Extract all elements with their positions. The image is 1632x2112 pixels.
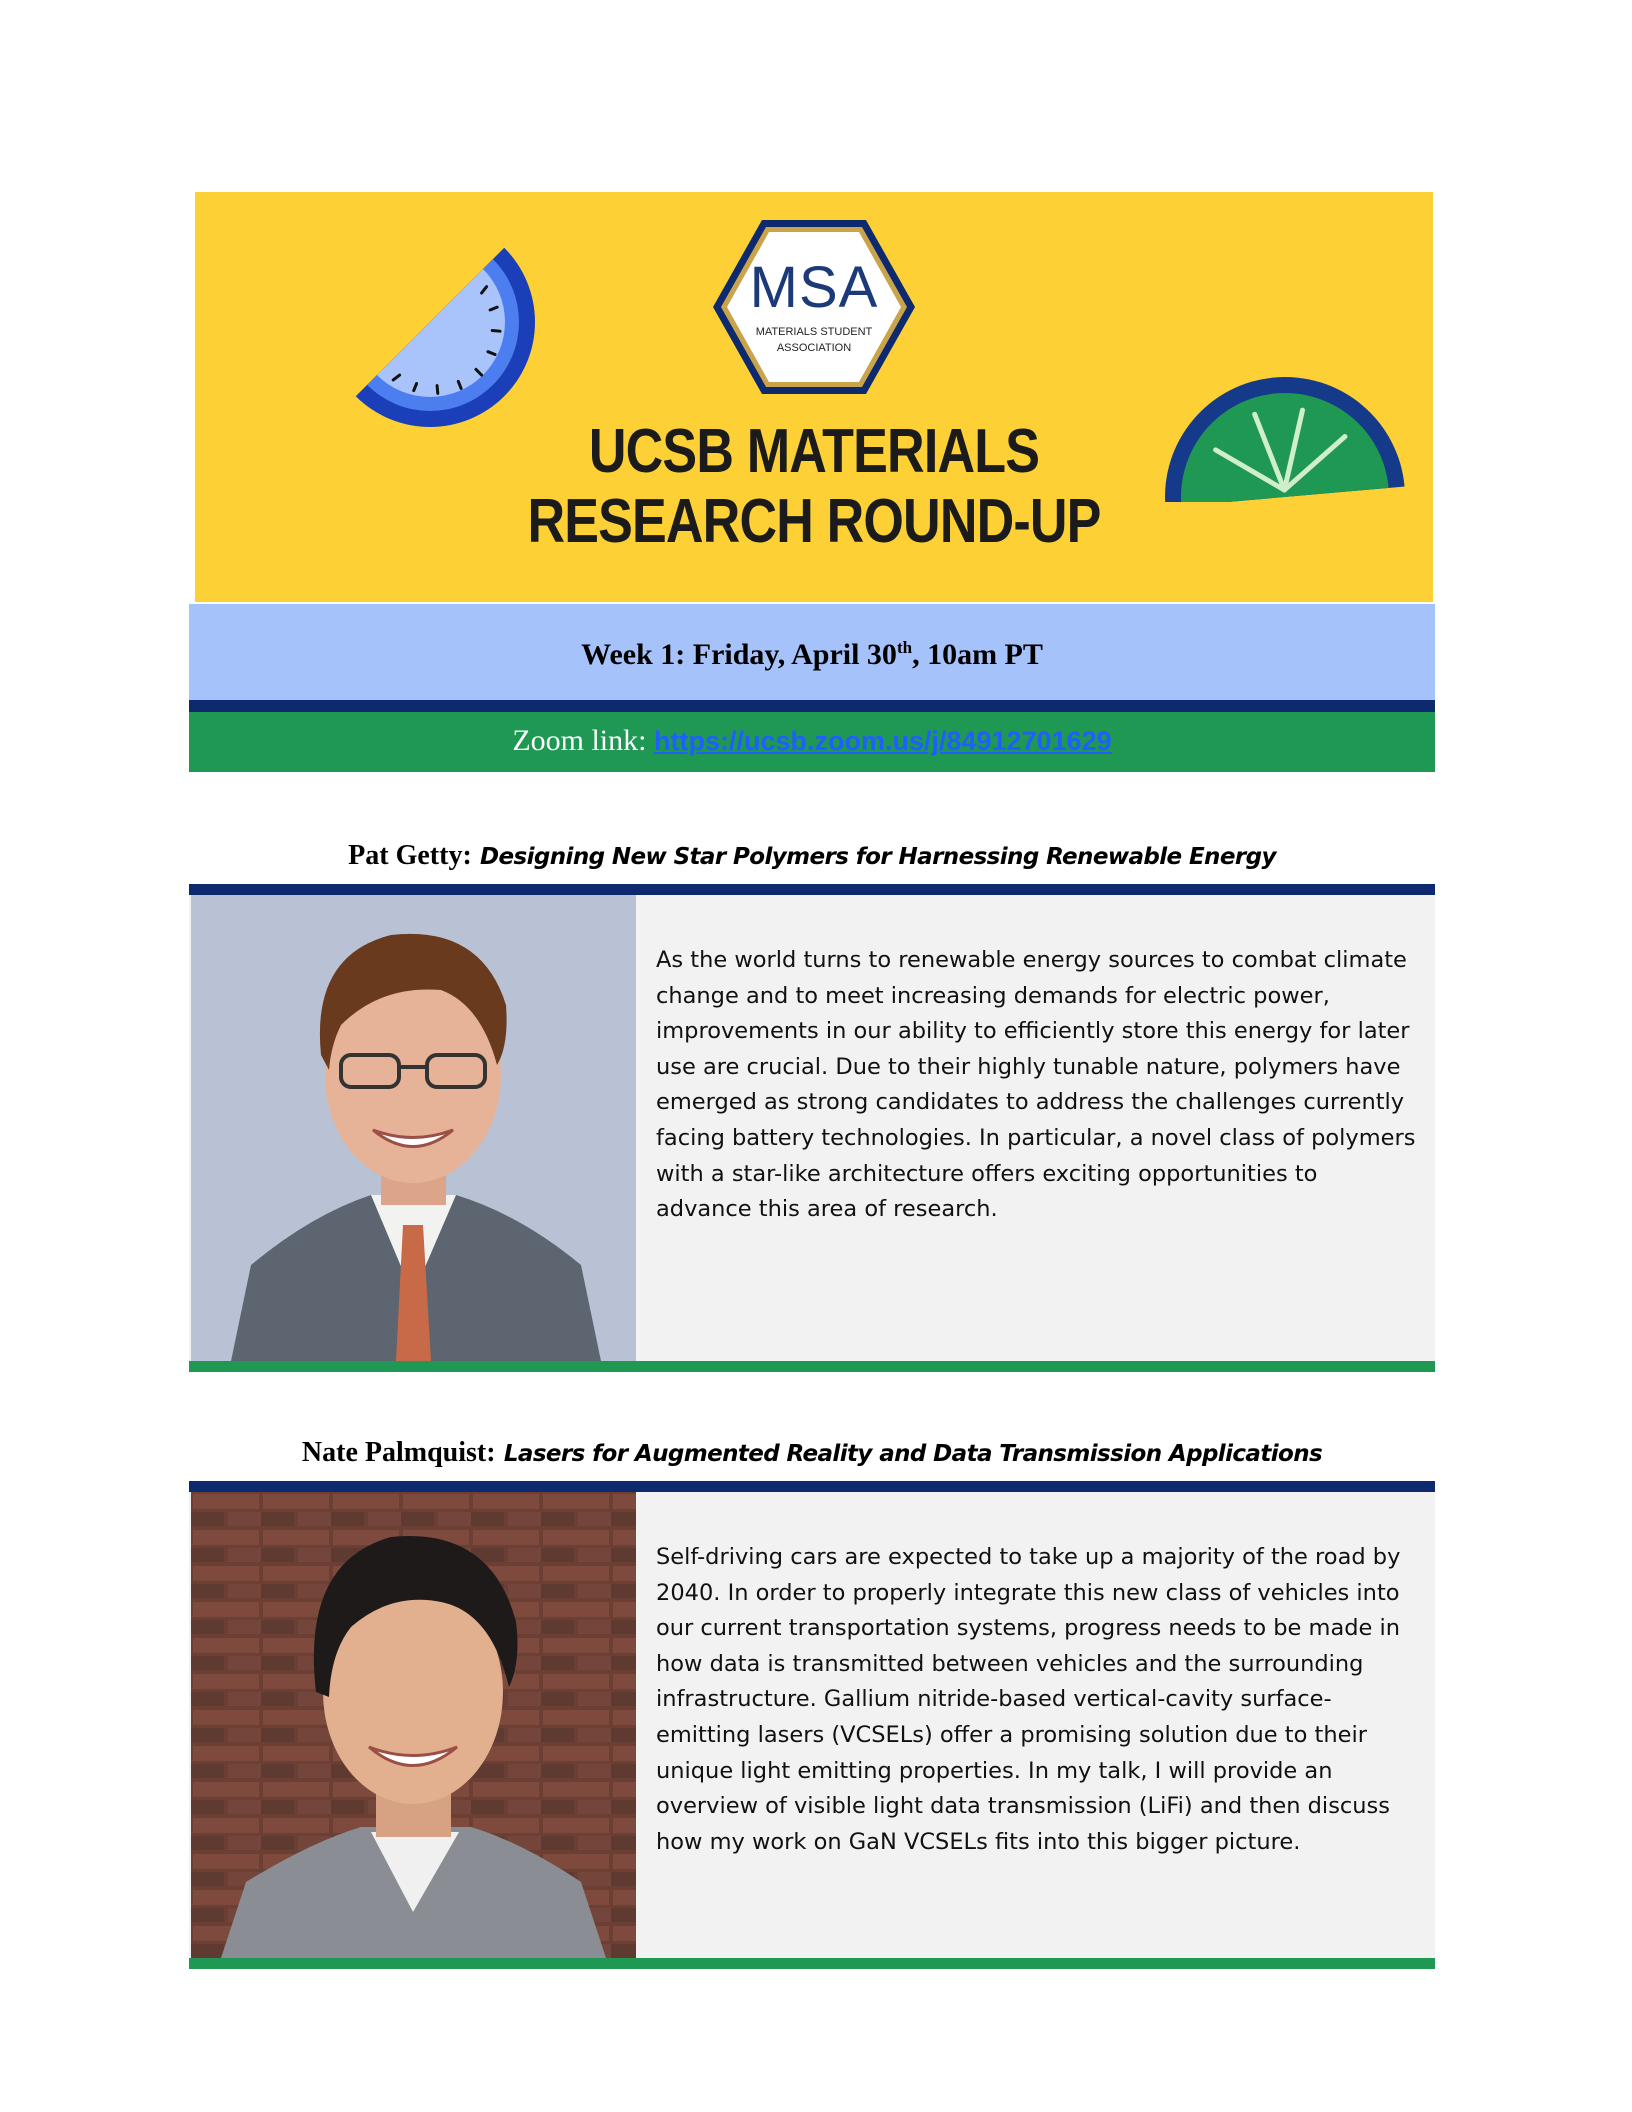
divider-navy <box>189 884 1435 895</box>
date-suffix: th <box>896 638 913 657</box>
event-banner <box>195 192 1433 602</box>
speaker-photo <box>191 1492 636 1958</box>
talk-abstract: Self-driving cars are expected to take up a majority of the road by 2040. In order to properly integrate this new class of vehicles into our current transportation systems, progress needs to be made in how data is transmitted between vehicles and the surrounding infrastructure. Gallium nitride-based vertical-cavity surface-emitting lasers (VCSELs) offer a promising solution due to their unique light emitting properties. In my talk, I will provide an overview of visible light data transmission (LiFi) and then discuss how my work on GaN VCSELs fits into this bigger picture. <box>656 1544 1401 1855</box>
talk-abstract: As the world turns to renewable energy sources to combat climate change and to meet increasing demands for electric power, improvements in our ability to efficiently store this energy for later use are crucial. Due to their highly tunable nature, polymers have emerged as strong candidates to address the challenges currently facing battery technologies. In particular, a novel class of polymers with a star-like architecture offers exciting opportunities to advance this area of research. <box>656 947 1416 1223</box>
speaker-name: Nate Palmquist: <box>301 1437 496 1468</box>
speaker-photo <box>191 895 636 1361</box>
logo-main-text: MSA <box>749 255 879 320</box>
talk-title <box>189 840 1435 872</box>
banner-title <box>294 417 1334 557</box>
zoom-line <box>189 724 1435 758</box>
zoom-band <box>189 712 1435 772</box>
blue-fruit-slice-icon <box>315 207 545 437</box>
date-prefix: Week 1: Friday, April 30 <box>581 638 897 671</box>
speaker-name: Pat Getty: <box>348 840 472 871</box>
zoom-label: Zoom link: <box>512 724 654 757</box>
logo-sub-text: MATERIALS STUDENT ASSOCIATION <box>755 326 873 354</box>
talk-topic: Lasers for Augmented Reality and Data Transmission Applications <box>503 1441 1323 1467</box>
banner-title-line2: RESEARCH ROUND-UP <box>527 487 1101 556</box>
talk-card <box>189 895 1435 1361</box>
banner-title-line1: UCSB MATERIALS <box>588 417 1040 486</box>
event-date <box>189 638 1435 672</box>
date-band <box>189 604 1435 700</box>
divider-green <box>189 1958 1435 1969</box>
talk-card <box>189 1492 1435 1958</box>
divider-green <box>189 1361 1435 1372</box>
date-rest: , 10am PT <box>912 638 1043 671</box>
divider-navy <box>189 1481 1435 1492</box>
zoom-link[interactable]: https://ucsb.zoom.us/j/84912701629 <box>653 726 1112 756</box>
divider-navy <box>189 700 1435 712</box>
talk-topic: Designing New Star Polymers for Harnessing Renewable Energy <box>480 844 1276 870</box>
talk-title <box>189 1437 1435 1469</box>
